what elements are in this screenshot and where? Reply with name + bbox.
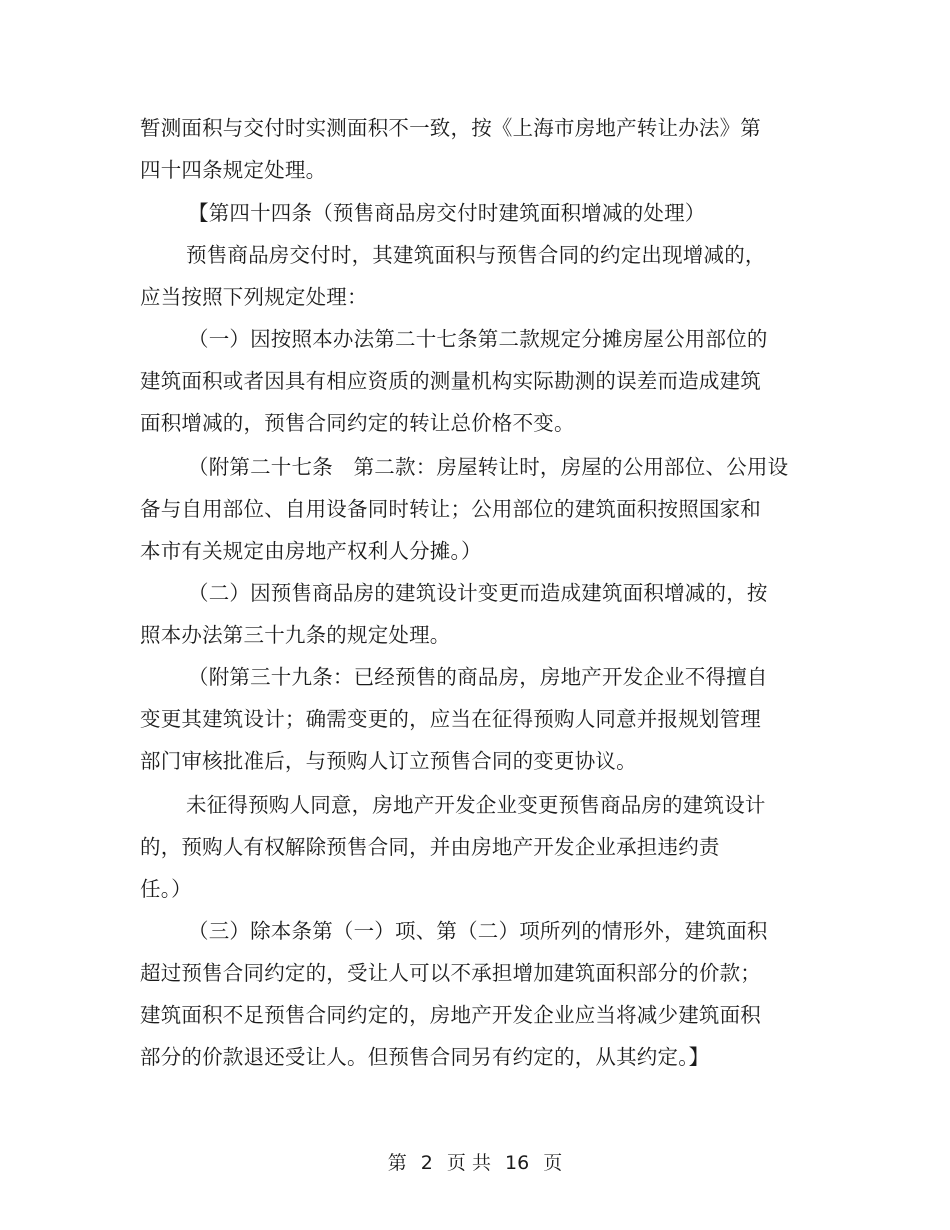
footer-middle: 页 共 [446,1152,491,1174]
footer-prefix: 第 [387,1152,407,1174]
text-line-11: 本市有关规定由房地产权利人分摊。） [140,539,482,563]
text-line-1: 暂测面积与交付时实测面积不一致，按《上海市房地产转让办法》第 [140,116,761,140]
text-line-7: 建筑面积或者因具有相应资质的测量机构实际勘测的误差而造成建筑 [140,369,761,393]
text-line-10: 备与自用部位、自用设备同时转让；公用部位的建筑面积按照国家和 [140,497,761,521]
text-line-13: 照本办法第三十九条的规定处理。 [140,623,451,647]
text-line-22: 建筑面积不足预售合同约定的，房地产开发企业应当将减少建筑面积 [140,1003,761,1027]
text-line-18: 的，预购人有权解除预售合同，并由房地产开发企业承担违约责 [140,835,720,859]
text-line-16: 部门审核批准后，与预购人订立预售合同的变更协议。 [140,749,637,773]
footer-page-number: 2 [420,1152,433,1174]
text-line-20: （三）除本条第（一）项、第（二）项所列的情形外，建筑面积 [188,919,768,943]
text-line-15: 变更其建筑设计；确需变更的，应当在征得预购人同意并报规划管理 [140,707,761,731]
text-line-12: （二）因预售商品房的建筑设计变更而造成建筑面积增减的，按 [188,581,768,605]
text-line-2: 四十四条规定处理。 [140,158,327,182]
text-line-14: （附第三十九条：已经预售的商品房，房地产开发企业不得擅自 [188,665,768,689]
footer-suffix: 页 [543,1152,563,1174]
page-footer [0,1150,950,1176]
text-line-23: 部分的价款退还受让人。但预售合同另有约定的，从其约定。】 [140,1045,710,1069]
text-line-5: 应当按照下列规定处理： [140,285,368,309]
text-line-4: 预售商品房交付时，其建筑面积与预售合同的约定出现增减的， [186,243,766,267]
text-line-17: 未征得预购人同意，房地产开发企业变更预售商品房的建筑设计 [186,793,766,817]
footer-total-pages: 16 [505,1152,530,1174]
text-line-8: 面积增减的，预售合同约定的转让总价格不变。 [140,411,575,435]
article-heading: 【第四十四条（预售商品房交付时建筑面积增减的处理） [188,201,706,225]
text-line-19: 任。） [140,877,192,901]
text-line-6: （一）因按照本办法第二十七条第二款规定分摊房屋公用部位的 [188,327,768,351]
text-line-21: 超过预售合同约定的，受让人可以不承担增加建筑面积部分的价款； [140,961,761,985]
text-line-9: （附第二十七条 第二款：房屋转让时，房屋的公用部位、公用设 [188,455,789,479]
